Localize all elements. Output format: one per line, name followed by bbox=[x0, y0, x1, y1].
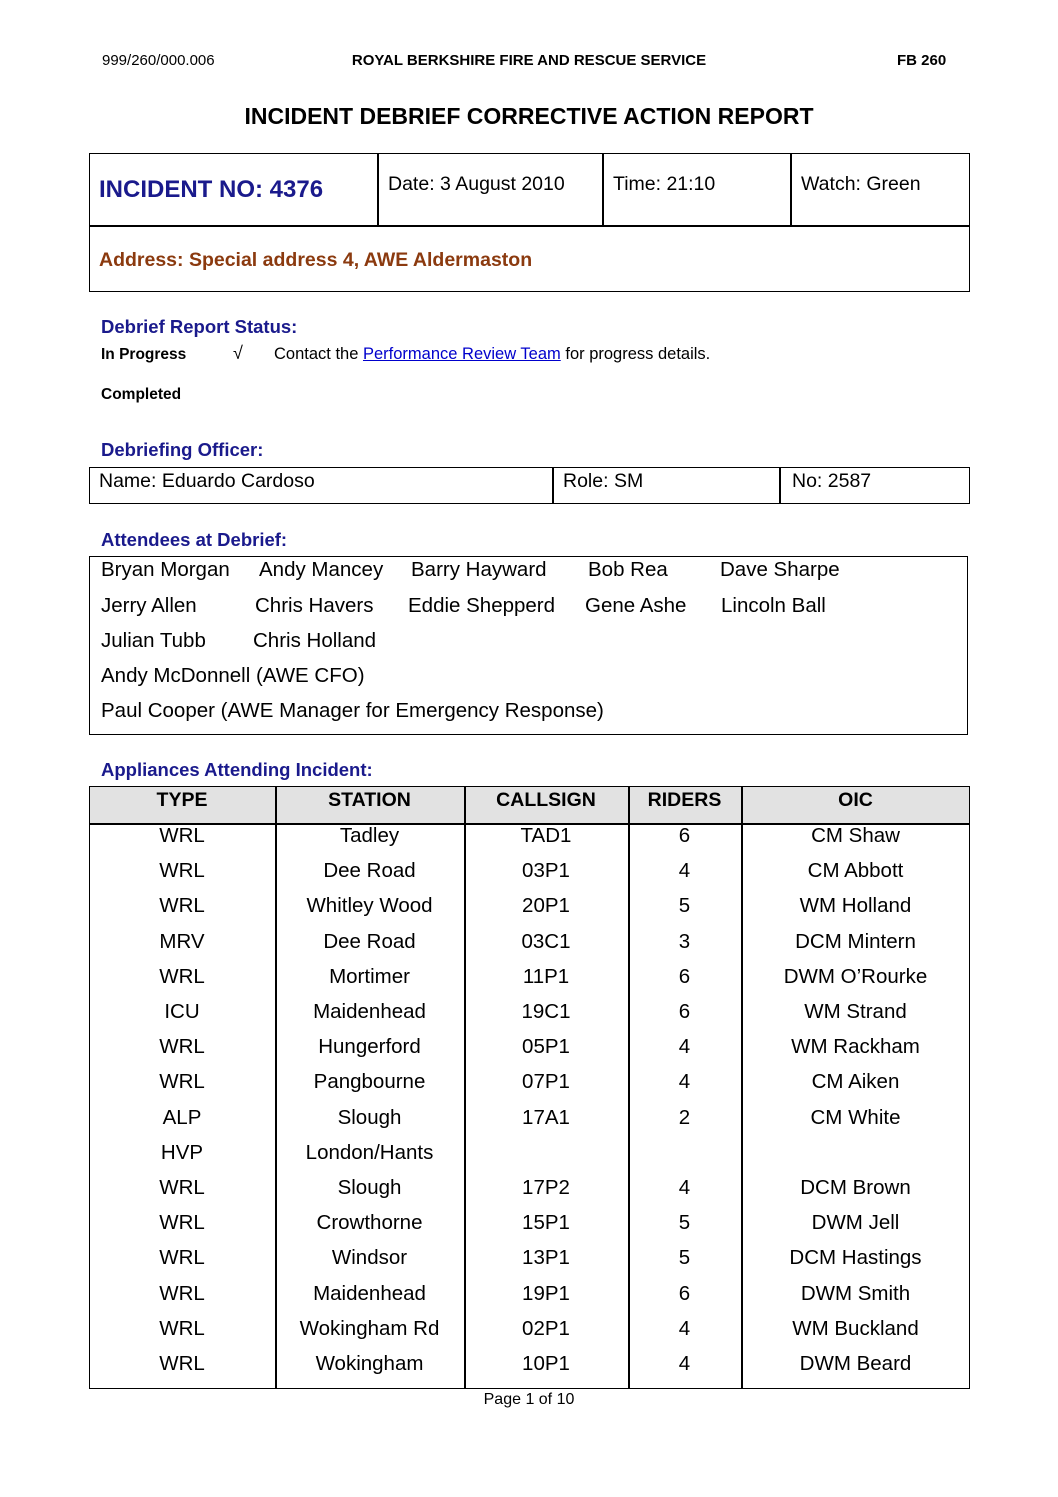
cell-callsign: 17A1 bbox=[522, 1106, 570, 1129]
cell-oic: CM Shaw bbox=[811, 824, 900, 847]
incident-watch: Watch: Green bbox=[801, 173, 921, 195]
cell-riders: 2 bbox=[678, 1106, 691, 1129]
cell-type: WRL bbox=[159, 1317, 205, 1340]
cell-type: WRL bbox=[159, 859, 205, 882]
cell-type: ICU bbox=[164, 1000, 200, 1023]
cell-callsign: TAD1 bbox=[520, 824, 572, 847]
cell-oic: CM Abbott bbox=[807, 859, 904, 882]
attendee: Lincoln Ball bbox=[721, 594, 826, 617]
cell-station: Dee Road bbox=[323, 930, 416, 953]
contact-prefix: Contact the bbox=[274, 345, 359, 363]
cell-oic: DWM Beard bbox=[799, 1352, 912, 1375]
attendee: Jerry Allen bbox=[101, 594, 197, 617]
cell-station: Slough bbox=[337, 1176, 402, 1199]
cell-riders: 6 bbox=[678, 824, 691, 847]
cell-riders: 4 bbox=[678, 1352, 691, 1375]
attendee: Paul Cooper (AWE Manager for Emergency Response) bbox=[101, 699, 604, 722]
document-reference: 999/260/000.006 bbox=[102, 52, 215, 69]
cell-oic: DWM O’Rourke bbox=[783, 965, 928, 988]
cell-callsign: 02P1 bbox=[522, 1317, 570, 1340]
attendee: Bob Rea bbox=[588, 558, 668, 581]
form-code: FB 260 bbox=[897, 52, 947, 69]
cell-oic: DCM Hastings bbox=[789, 1246, 922, 1269]
officer-name: Name: Eduardo Cardoso bbox=[99, 470, 315, 492]
report-title: INCIDENT DEBRIEF CORRECTIVE ACTION REPORT bbox=[244, 103, 814, 129]
cell-callsign: 07P1 bbox=[522, 1070, 570, 1093]
cell-callsign: 15P1 bbox=[522, 1211, 570, 1234]
cell-type: WRL bbox=[159, 1246, 205, 1269]
organisation-name: ROYAL BERKSHIRE FIRE AND RESCUE SERVICE bbox=[351, 52, 707, 69]
column-header-callsign: CALLSIGN bbox=[496, 789, 596, 811]
cell-station: Wokingham Rd bbox=[299, 1317, 440, 1340]
cell-type: WRL bbox=[159, 965, 205, 988]
column-header-riders: RIDERS bbox=[647, 789, 722, 811]
officer-heading: Debriefing Officer: bbox=[101, 439, 264, 460]
cell-oic: WM Buckland bbox=[792, 1317, 919, 1340]
cell-riders: 4 bbox=[678, 1176, 691, 1199]
cell-type: WRL bbox=[159, 1211, 205, 1234]
cell-type: WRL bbox=[159, 1035, 205, 1058]
cell-station: Crowthorne bbox=[316, 1211, 423, 1234]
incident-time: Time: 21:10 bbox=[613, 173, 716, 195]
attendee: Barry Hayward bbox=[411, 558, 547, 581]
status-heading: Debrief Report Status: bbox=[101, 316, 298, 337]
cell-station: Slough bbox=[337, 1106, 402, 1129]
cell-station: Whitley Wood bbox=[306, 894, 433, 917]
cell-callsign: 20P1 bbox=[522, 894, 570, 917]
cell-riders: 6 bbox=[678, 965, 691, 988]
appliances-heading: Appliances Attending Incident: bbox=[101, 759, 373, 780]
cell-riders: 4 bbox=[678, 1035, 691, 1058]
cell-riders: 4 bbox=[678, 859, 691, 882]
cell-callsign: 05P1 bbox=[522, 1035, 570, 1058]
incident-number: INCIDENT NO: 4376 bbox=[99, 176, 324, 203]
attendee: Chris Havers bbox=[255, 594, 374, 617]
cell-callsign: 19C1 bbox=[521, 1000, 571, 1023]
cell-type: ALP bbox=[162, 1106, 202, 1129]
officer-role: Role: SM bbox=[563, 470, 644, 492]
cell-callsign: 19P1 bbox=[522, 1282, 570, 1305]
incident-date: Date: 3 August 2010 bbox=[388, 173, 565, 195]
cell-type: WRL bbox=[159, 894, 205, 917]
column-header-oic: OIC bbox=[838, 789, 873, 811]
cell-station: Tadley bbox=[339, 824, 400, 847]
cell-station: Dee Road bbox=[323, 859, 416, 882]
cell-oic: DCM Brown bbox=[800, 1176, 911, 1199]
page-number: Page 1 of 10 bbox=[483, 1391, 575, 1408]
cell-station: Hungerford bbox=[318, 1035, 421, 1058]
attendee: Bryan Morgan bbox=[101, 558, 230, 581]
cell-station: Mortimer bbox=[329, 965, 410, 988]
in-progress-label: In Progress bbox=[101, 346, 187, 363]
cell-callsign: 10P1 bbox=[522, 1352, 570, 1375]
cell-callsign: 03P1 bbox=[522, 859, 570, 882]
cell-oic: DWM Smith bbox=[800, 1282, 911, 1305]
contact-suffix: for progress details. bbox=[565, 345, 711, 363]
cell-station: Pangbourne bbox=[313, 1070, 426, 1093]
column-header-type: TYPE bbox=[156, 789, 208, 811]
performance-review-team-link[interactable]: Performance Review Team bbox=[362, 345, 561, 363]
cell-riders: 3 bbox=[678, 930, 691, 953]
cell-station: London/Hants bbox=[305, 1141, 434, 1164]
in-progress-check: √ bbox=[233, 343, 243, 363]
attendee: Dave Sharpe bbox=[720, 558, 840, 581]
cell-riders: 4 bbox=[678, 1317, 691, 1340]
cell-oic: WM Holland bbox=[799, 894, 912, 917]
cell-type: WRL bbox=[159, 824, 205, 847]
cell-oic: WM Strand bbox=[804, 1000, 907, 1023]
attendee: Julian Tubb bbox=[101, 629, 206, 652]
cell-type: WRL bbox=[159, 1352, 205, 1375]
cell-station: Maidenhead bbox=[313, 1000, 426, 1023]
cell-callsign: 13P1 bbox=[522, 1246, 570, 1269]
cell-type: HVP bbox=[160, 1141, 204, 1164]
attendees-heading: Attendees at Debrief: bbox=[101, 529, 288, 550]
cell-callsign: 17P2 bbox=[522, 1176, 570, 1199]
cell-callsign: 11P1 bbox=[522, 965, 570, 988]
cell-type: WRL bbox=[159, 1070, 205, 1093]
attendee: Gene Ashe bbox=[585, 594, 687, 617]
cell-oic: CM White bbox=[810, 1106, 901, 1129]
attendee: Eddie Shepperd bbox=[408, 594, 556, 617]
cell-station: Windsor bbox=[331, 1246, 408, 1269]
cell-type: WRL bbox=[159, 1282, 205, 1305]
cell-station: Maidenhead bbox=[313, 1282, 426, 1305]
officer-number: No: 2587 bbox=[792, 470, 872, 492]
attendee: Andy McDonnell (AWE CFO) bbox=[101, 664, 365, 687]
contact-note bbox=[274, 345, 710, 364]
cell-station: Wokingham bbox=[315, 1352, 424, 1375]
cell-riders: 5 bbox=[678, 1211, 691, 1234]
cell-oic: DCM Mintern bbox=[795, 930, 916, 953]
incident-address: Address: Special address 4, AWE Aldermaston bbox=[99, 249, 533, 271]
column-header-station: STATION bbox=[328, 789, 411, 811]
cell-oic: WM Rackham bbox=[791, 1035, 920, 1058]
cell-oic: DWM Jell bbox=[811, 1211, 900, 1234]
cell-type: MRV bbox=[159, 930, 205, 953]
cell-riders: 4 bbox=[678, 1070, 691, 1093]
cell-riders: 5 bbox=[678, 894, 691, 917]
cell-type: WRL bbox=[159, 1176, 205, 1199]
cell-callsign: 03C1 bbox=[521, 930, 571, 953]
attendee: Andy Mancey bbox=[259, 558, 384, 581]
cell-riders: 6 bbox=[678, 1282, 691, 1305]
cell-riders: 6 bbox=[678, 1000, 691, 1023]
attendee: Chris Holland bbox=[253, 629, 377, 652]
completed-label: Completed bbox=[101, 386, 182, 403]
cell-oic: CM Aiken bbox=[811, 1070, 900, 1093]
cell-riders: 5 bbox=[678, 1246, 691, 1269]
